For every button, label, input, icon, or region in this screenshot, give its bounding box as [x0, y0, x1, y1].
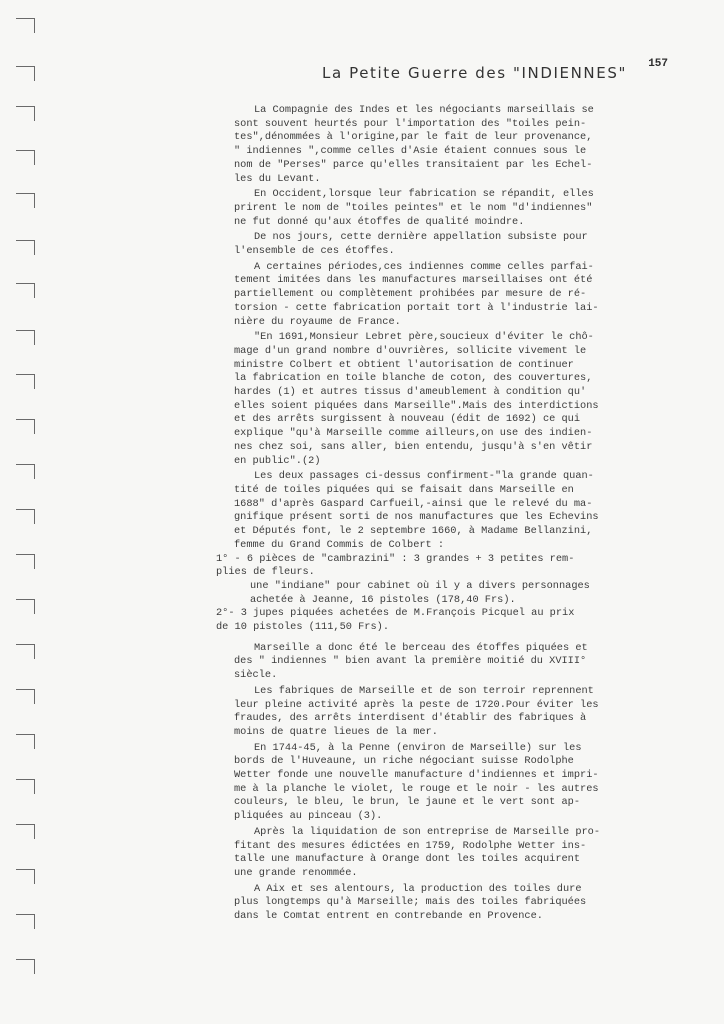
text-line: de 10 pistoles (111,50 Frs).	[216, 621, 390, 634]
list-subitem	[216, 580, 664, 607]
text-line: l'ensemble de ces étoffes.	[234, 245, 395, 258]
binder-hole	[16, 419, 35, 434]
text-line: 2°- 3 jupes piquées achetées de M.François Picquel au prix	[216, 607, 575, 620]
text-line: en public".(2)	[234, 454, 321, 467]
paragraph	[234, 261, 664, 330]
text-line: siècle.	[234, 669, 278, 682]
text-line: couleurs, le bleu, le brun, le jaune et le vert sont ap-	[234, 796, 581, 809]
text-line: En 1744-45, à la Penne (environ de Marseille) sur les	[254, 741, 582, 754]
binder-hole	[16, 193, 35, 208]
binder-hole	[16, 599, 35, 614]
paragraph-group	[234, 642, 664, 924]
binder-hole	[16, 150, 35, 165]
text-line: Marseille a donc été le berceau des étoffes piquées et	[254, 641, 588, 654]
text-line: une grande renommée.	[234, 866, 358, 879]
text-line: prirent le nom de "toiles peintes" et le nom "d'indiennes"	[234, 201, 593, 214]
text-line: les du Levant.	[234, 172, 321, 185]
text-line: mage d'un grand nombre d'ouvrières, sollicite vivement le	[234, 344, 587, 357]
text-line: gnifique présent sorti de nos manufactures que les Echevins	[234, 511, 599, 524]
text-line: dans le Comtat entrent en contrebande en Provence.	[234, 910, 543, 923]
binder-hole	[16, 18, 35, 33]
text-line: bords de l'Huveaune, un riche négociant suisse Rodolphe	[234, 755, 574, 768]
text-line: "En 1691,Monsieur Lebret père,soucieux d'éviter le chô-	[254, 331, 594, 344]
page-number: 157	[648, 58, 668, 70]
binder-holes	[16, 0, 46, 1024]
text-line: 1° - 6 pièces de "cambrazini" : 3 grandes + 3 petites rem-	[216, 552, 575, 565]
text-line: La Compagnie des Indes et les négociants marseillais se	[254, 104, 594, 116]
text-line: De nos jours, cette dernière appellation subsiste pour	[254, 231, 588, 244]
paragraph	[234, 826, 664, 881]
text-line: 1688" d'après Gaspard Carfueil,-ainsi que le relevé du ma-	[234, 497, 593, 510]
text-line: Les fabriques de Marseille et de son terroir reprennent	[254, 684, 594, 697]
binder-hole	[16, 779, 35, 794]
text-line: ministre Colbert et obtient l'autorisation de continuer	[234, 358, 574, 371]
text-line: hardes (1) et autres tissus d'ameublement à condition qu'	[234, 386, 587, 399]
paragraph	[234, 742, 664, 824]
text-line: A Aix et ses alentours, la production des toiles dure	[254, 882, 582, 895]
paragraph	[234, 231, 664, 258]
binder-hole	[16, 824, 35, 839]
text-line: femme du Grand Commis de Colbert :	[234, 538, 445, 551]
spacer	[234, 635, 664, 642]
binder-hole	[16, 554, 35, 569]
paragraph	[234, 331, 664, 468]
binder-hole	[16, 66, 35, 81]
text-line: pliquées au pinceau (3).	[234, 810, 383, 823]
text-line: nom de "Perses" parce qu'elles transitaient par les Echel-	[234, 158, 593, 171]
list-item-2	[216, 607, 664, 634]
text-line: sont souvent heurtés pour l'importation des "toiles pein-	[234, 117, 587, 130]
paragraph	[234, 642, 664, 683]
text-line: et Députés font, le 2 septembre 1660, à Madame Bellanzini,	[234, 525, 593, 538]
text-line: partiellement ou complètement prohibées par mesure de ré-	[234, 288, 587, 301]
binder-hole	[16, 734, 35, 749]
text-line: leur pleine activité après la peste de 1720.Pour éviter les	[234, 698, 599, 711]
binder-hole	[16, 240, 35, 255]
text-line: Après la liquidation de son entreprise de Marseille pro-	[254, 825, 601, 838]
page-title: La Petite Guerre des "INDIENNES"	[322, 64, 627, 82]
text-line: ne fut donné qu'aux étoffes de qualité moindre.	[234, 215, 525, 228]
text-line: torsion - cette fabrication portait tort à l'industrie lai-	[234, 301, 599, 314]
paragraph	[234, 883, 664, 924]
text-line: tité de toiles piquées qui se faisait dans Marseille en	[234, 483, 574, 496]
binder-hole	[16, 464, 35, 479]
binder-hole	[16, 869, 35, 884]
paragraph	[234, 470, 664, 552]
text-line: " indiennes ",comme celles d'Asie étaient connues sous le	[234, 145, 587, 158]
binder-hole	[16, 106, 35, 121]
paragraph	[234, 188, 664, 229]
text-line: A certaines périodes,ces indiennes comme celles parfai-	[254, 260, 594, 273]
list-item-1	[216, 553, 664, 608]
paragraph	[234, 104, 664, 186]
binder-hole	[16, 330, 35, 345]
binder-hole	[16, 283, 35, 298]
binder-hole	[16, 644, 35, 659]
text-line: plies de fleurs.	[216, 566, 315, 579]
text-line: moins de quatre lieues de la mer.	[234, 725, 438, 738]
text-line: En Occident,lorsque leur fabrication se répandit, elles	[254, 188, 594, 201]
binder-hole	[16, 509, 35, 524]
binder-hole	[16, 914, 35, 929]
text-line: Wetter fonde une nouvelle manufacture d'indiennes et impri-	[234, 769, 599, 782]
binder-hole	[16, 689, 35, 704]
text-line: la fabrication en toile blanche de coton, des couvertures,	[234, 372, 593, 385]
text-line: talle une manufacture à Orange dont les toiles acquirent	[234, 853, 581, 866]
text-line: plus longtemps qu'à Marseille; mais des toiles fabriquées	[234, 896, 587, 909]
text-line: Les deux passages ci-dessus confirment-"la grande quan-	[254, 470, 594, 483]
text-line: nière du royaume de France.	[234, 315, 401, 328]
binder-hole	[16, 374, 35, 389]
text-line: me à la planche le violet, le rouge et le noir - les autres	[234, 782, 599, 795]
text-line: elles soient piquées dans Marseille".Mais des interdictions	[234, 399, 599, 412]
text-line: tes",dénommées à l'origine,par le fait de leur provenance,	[234, 131, 593, 144]
text-line: achetée à Jeanne, 16 pistoles (178,40 Frs).	[250, 593, 516, 606]
text-line: explique "qu'à Marseille comme ailleurs,on use des indien-	[234, 427, 593, 440]
text-line: des " indiennes " bien avant la première moitié du XVIII°	[234, 655, 587, 668]
paragraph	[234, 685, 664, 740]
body-text	[216, 104, 664, 924]
text-line: tement imitées dans les manufactures marseillaises ont été	[234, 274, 593, 287]
text-line: fitant des mesures édictées en 1759, Rodolphe Wetter ins-	[234, 839, 587, 852]
paragraph-group	[234, 104, 664, 553]
text-line: une "indiane" pour cabinet où il y a divers personnages	[250, 579, 590, 592]
binder-hole	[16, 959, 35, 974]
text-line: et des arrêts surgissent à nouveau (édit de 1692) ce qui	[234, 413, 581, 426]
text-line: fraudes, des arrêts interdisent d'établir des fabriques à	[234, 712, 587, 725]
text-line: nes chez soi, sans aller, bien entendu, jusqu'à s'en vêtir	[234, 440, 593, 453]
